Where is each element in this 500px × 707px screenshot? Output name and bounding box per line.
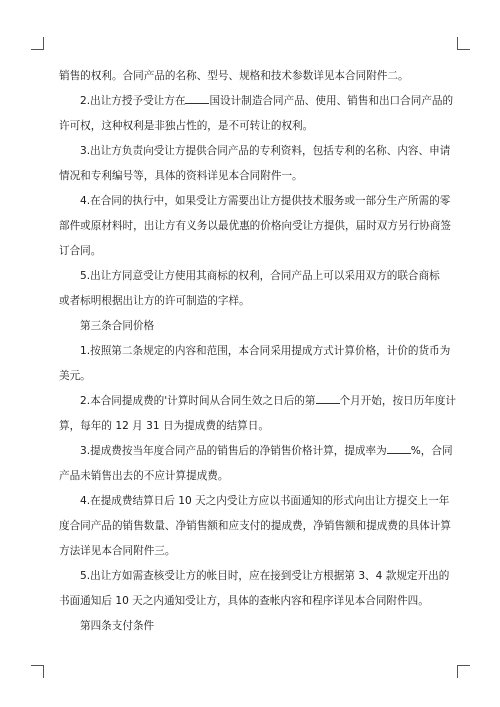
text-segment: 情况和专利编号等，具体的资料详见本合同附件一。 bbox=[59, 170, 303, 182]
text-segment: 第三条合同价格 bbox=[80, 320, 155, 332]
paragraph bbox=[59, 614, 442, 639]
crop-mark-top-right bbox=[457, 37, 470, 50]
paragraph bbox=[59, 339, 451, 389]
paragraph bbox=[59, 64, 442, 89]
text-segment: 方法详见本合同附件三。 bbox=[59, 545, 176, 557]
text-segment: 销售的权利。合同产品的名称、型号、规格和技术参数详见本合同附件二。 bbox=[59, 70, 409, 82]
text-segment: 个月开始，按日历年度计 bbox=[339, 395, 457, 407]
text-line bbox=[59, 339, 451, 364]
paragraph bbox=[59, 489, 451, 564]
fill-in-blank bbox=[316, 393, 340, 404]
fill-in-blank bbox=[387, 443, 411, 454]
text-line bbox=[59, 264, 442, 289]
text-line bbox=[59, 214, 451, 239]
text-segment: 3.提成费按当年度合同产品的销售后的净销售价格计算，提成率为 bbox=[80, 445, 387, 457]
paragraph bbox=[59, 389, 457, 439]
paragraph bbox=[59, 564, 450, 614]
text-segment: 许可权，这种权利是非独占性的，是不可转让的权利。 bbox=[59, 120, 314, 132]
text-segment: %，合同 bbox=[410, 445, 453, 457]
paragraph bbox=[59, 439, 453, 489]
text-line bbox=[59, 564, 450, 589]
text-line bbox=[59, 164, 442, 189]
text-segment: 5.出让方同意受让方使用其商标的权利，合同产品上可以采用双方的联合商标 bbox=[80, 270, 440, 282]
paragraph bbox=[59, 89, 454, 139]
text-line bbox=[59, 464, 442, 489]
paragraph bbox=[59, 314, 442, 339]
text-segment: 5.出让方如需查核受让方的帐目时，应在接到受让方根据第 3、4 款规定开出的 bbox=[80, 570, 450, 582]
crop-mark-bottom-right bbox=[457, 665, 470, 678]
text-segment: 第四条支付条件 bbox=[80, 620, 155, 632]
text-line bbox=[59, 239, 442, 264]
text-line bbox=[59, 489, 450, 514]
text-segment: 度合同产品的销售数量、净销售额和应支付的提成费，净销售额和提成费的具体计算 bbox=[59, 520, 451, 532]
text-line bbox=[59, 189, 451, 214]
text-line bbox=[59, 514, 451, 539]
text-line bbox=[59, 314, 442, 339]
text-line bbox=[59, 289, 442, 314]
text-segment: 3.出让方负责向受让方提供合同产品的专利资料，包括专利的名称、内容、申请 bbox=[80, 145, 451, 157]
paragraph bbox=[59, 189, 451, 264]
crop-mark-bottom-left bbox=[31, 665, 44, 678]
text-segment: 或者标明根据出让方的许可制造的字样。 bbox=[59, 295, 250, 307]
text-segment: 美元。 bbox=[59, 370, 91, 382]
text-segment: 2.出让方授予受让方在 bbox=[80, 95, 186, 107]
text-segment: 书面通知后 10 天之内通知受让方，具体的查帐内容和程序详见本合同附件四。 bbox=[59, 595, 429, 607]
text-segment: 部件或原材料时，出让方有义务以最优惠的价格向受让方提供，届时双方另行协商签 bbox=[59, 220, 451, 232]
document-body bbox=[59, 64, 457, 639]
paragraph bbox=[59, 139, 451, 189]
text-segment: 算，每年的 12 月 31 日为提成费的结算日。 bbox=[59, 420, 269, 432]
text-line bbox=[59, 89, 454, 114]
text-line bbox=[59, 389, 457, 414]
text-line bbox=[59, 114, 442, 139]
text-line bbox=[59, 64, 442, 89]
text-line bbox=[59, 589, 442, 614]
text-line bbox=[59, 139, 451, 164]
text-line bbox=[59, 614, 442, 639]
text-segment: 订合同。 bbox=[59, 245, 102, 257]
text-line bbox=[59, 539, 442, 564]
text-line bbox=[59, 364, 442, 389]
text-segment: 国设计制造合同产品、使用、销售和出口合同产品的 bbox=[209, 95, 454, 107]
paragraph bbox=[59, 264, 442, 314]
text-segment: 2.本合同提成费的'计算时间从合同生效之日后的第 bbox=[80, 395, 316, 407]
text-line bbox=[59, 414, 442, 439]
text-segment: 产品未销售出去的不应计算提成费。 bbox=[59, 470, 229, 482]
text-segment: 4.在提成费结算日后 10 天之内受让方应以书面通知的形式向出让方提交上一年 bbox=[80, 495, 450, 507]
text-line bbox=[59, 439, 453, 464]
text-segment: 1.按照第二条规定的内容和范围，本合同采用提成方式计算价格，计价的货币为 bbox=[80, 345, 451, 357]
fill-in-blank bbox=[185, 93, 209, 104]
crop-mark-top-left bbox=[31, 37, 44, 50]
text-segment: 4.在合同的执行中，如果受让方需要出让方提供技术服务或一部分生产所需的零 bbox=[80, 195, 451, 207]
